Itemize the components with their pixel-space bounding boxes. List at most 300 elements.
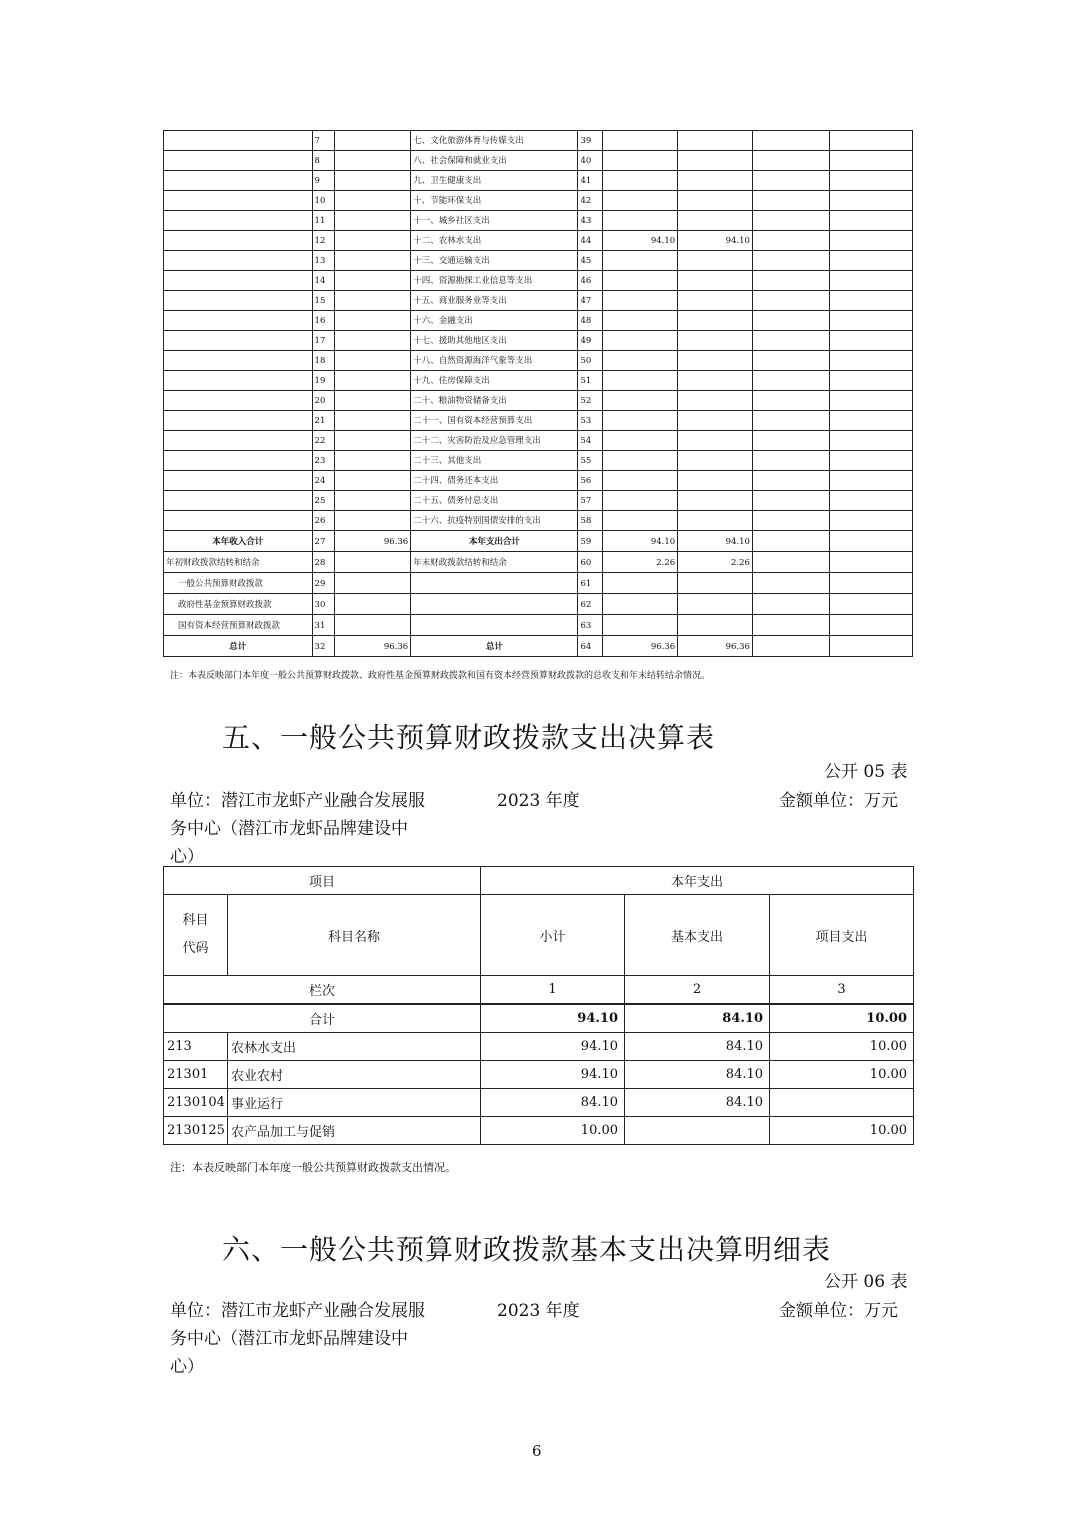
row-line-left: 15: [312, 291, 335, 311]
row-label-right: 十七、援助其他地区支出: [411, 331, 578, 351]
row-amount-left: [335, 171, 411, 191]
table-row: [164, 573, 913, 594]
row-amount-left: [335, 271, 411, 291]
row-label-right: 十一、城乡社区支出: [411, 211, 578, 231]
row-label-right: 十、节能环保支出: [411, 191, 578, 211]
total-item: 10.00: [770, 1004, 914, 1033]
row-state-capital: [829, 351, 912, 371]
row-amount-left: [335, 573, 411, 594]
row-line-right: 50: [578, 351, 603, 371]
section5-form-no: 公开 05 表: [824, 762, 908, 782]
row-name: 农林水支出: [228, 1033, 481, 1061]
row-total: [603, 311, 678, 331]
row-general-budget: 96.36: [678, 636, 753, 657]
row-gov-fund: [752, 391, 829, 411]
section6-unit-line1: 单位：潜江市龙虾产业融合发展服: [170, 1301, 425, 1321]
row-general-budget: [678, 151, 753, 171]
row-line-right: 47: [578, 291, 603, 311]
row-name: 农产品加工与促销: [228, 1117, 481, 1145]
row-total: [603, 471, 678, 491]
row-label-left: [164, 371, 313, 391]
table-row: [164, 271, 913, 291]
row-general-budget: [678, 371, 753, 391]
row-line-left: 20: [312, 391, 335, 411]
row-total: [603, 491, 678, 511]
section5-note: 注：本表反映部门本年度一般公共预算财政拨款支出情况。: [170, 1161, 456, 1174]
row-total: [603, 251, 678, 271]
row-general-budget: [678, 451, 753, 471]
row-gov-fund: [752, 411, 829, 431]
section5-currency: 金额单位：万元: [779, 791, 898, 811]
row-label-right: 二十、粮油物资储备支出: [411, 391, 578, 411]
row-amount-left: [335, 615, 411, 636]
row-line-left: 19: [312, 371, 335, 391]
row-label-left: [164, 251, 313, 271]
row-line-left: 9: [312, 171, 335, 191]
row-label-left: [164, 331, 313, 351]
row-state-capital: [829, 291, 912, 311]
section5-unit-line2: 务中心（潜江市龙虾品牌建设中: [170, 819, 408, 839]
row-state-capital: [829, 552, 912, 573]
row-line-left: 30: [312, 594, 335, 615]
row-line-left: 21: [312, 411, 335, 431]
row-gov-fund: [752, 191, 829, 211]
row-line-right: 57: [578, 491, 603, 511]
row-label-left: [164, 171, 313, 191]
row-label-right: 年末财政拨款结转和结余: [411, 552, 578, 573]
table-row: [164, 191, 913, 211]
row-basic: [625, 1117, 770, 1145]
row-line-right: 42: [578, 191, 603, 211]
row-gov-fund: [752, 291, 829, 311]
row-basic: 84.10: [625, 1033, 770, 1061]
row-gov-fund: [752, 311, 829, 331]
total-label: 合计: [164, 1004, 481, 1033]
row-gov-fund: [752, 251, 829, 271]
table-row: [164, 511, 913, 531]
row-gov-fund: [752, 491, 829, 511]
row-amount-left: [335, 511, 411, 531]
row-basic: 84.10: [625, 1089, 770, 1117]
table-row: [164, 351, 913, 371]
row-line-right: 44: [578, 231, 603, 251]
row-total: [603, 573, 678, 594]
section6-form-no: 公开 06 表: [824, 1272, 908, 1292]
row-line-left: 22: [312, 431, 335, 451]
row-total: [603, 271, 678, 291]
row-label-left: [164, 491, 313, 511]
row-label-left: [164, 511, 313, 531]
row-general-budget: 94.10: [678, 231, 753, 251]
row-label-right: 七、文化旅游体育与传媒支出: [411, 131, 578, 151]
row-state-capital: [829, 331, 912, 351]
row-label-right: [411, 573, 578, 594]
row-line-left: 31: [312, 615, 335, 636]
table-row: [164, 531, 913, 552]
table-row: [164, 552, 913, 573]
table-row: [164, 491, 913, 511]
section5-year: 2023 年度: [497, 791, 580, 811]
row-basic: 84.10: [625, 1061, 770, 1089]
row-subtotal: 94.10: [481, 1033, 625, 1061]
row-total: [603, 331, 678, 351]
row-general-budget: [678, 615, 753, 636]
header-code-text: 科目代码: [182, 913, 209, 956]
row-state-capital: [829, 391, 912, 411]
row-gov-fund: [752, 594, 829, 615]
row-state-capital: [829, 531, 912, 552]
table-row: [164, 331, 913, 351]
row-line-right: 59: [578, 531, 603, 552]
page-number: 6: [532, 1442, 542, 1460]
row-general-budget: [678, 311, 753, 331]
row-line-right: 43: [578, 211, 603, 231]
row-label-left: [164, 131, 313, 151]
table-row: [164, 1033, 914, 1061]
total-subtotal: 94.10: [481, 1004, 625, 1033]
row-label-left: [164, 311, 313, 331]
row-label-right: 十五、商业服务业等支出: [411, 291, 578, 311]
row-amount-left: [335, 391, 411, 411]
row-label-left: [164, 151, 313, 171]
row-gov-fund: [752, 211, 829, 231]
row-gov-fund: [752, 511, 829, 531]
row-state-capital: [829, 491, 912, 511]
row-line-left: 23: [312, 451, 335, 471]
row-line-left: 26: [312, 511, 335, 531]
row-label-right: 二十二、灾害防治及应急管理支出: [411, 431, 578, 451]
row-total: [603, 594, 678, 615]
header-col2: 2: [625, 976, 770, 1005]
row-line-right: 60: [578, 552, 603, 573]
row-total: [603, 351, 678, 371]
row-label-right: 十二、农林水支出: [411, 231, 578, 251]
row-gov-fund: [752, 351, 829, 371]
row-line-left: 16: [312, 311, 335, 331]
row-gov-fund: [752, 636, 829, 657]
row-state-capital: [829, 451, 912, 471]
row-general-budget: [678, 391, 753, 411]
header-subtotal: 小计: [481, 895, 625, 976]
row-amount-left: [335, 594, 411, 615]
row-amount-left: [335, 471, 411, 491]
row-label-right: 十六、金融支出: [411, 311, 578, 331]
row-label-left: 本年收入合计: [164, 531, 313, 552]
row-label-right: 总计: [411, 636, 578, 657]
row-gov-fund: [752, 151, 829, 171]
row-label-right: 二十四、债务还本支出: [411, 471, 578, 491]
row-total: [603, 411, 678, 431]
table-row: [164, 471, 913, 491]
row-general-budget: [678, 331, 753, 351]
row-general-budget: 94.10: [678, 531, 753, 552]
row-amount-left: [335, 151, 411, 171]
row-amount-left: [335, 251, 411, 271]
row-subtotal: 94.10: [481, 1061, 625, 1089]
header-project: 项目: [164, 867, 481, 895]
row-general-budget: [678, 491, 753, 511]
row-label-left: [164, 431, 313, 451]
row-total: [603, 451, 678, 471]
row-total: [603, 171, 678, 191]
row-label-right: 八、社会保障和就业支出: [411, 151, 578, 171]
row-total: [603, 511, 678, 531]
section6-year: 2023 年度: [497, 1301, 580, 1321]
row-line-right: 46: [578, 271, 603, 291]
row-label-right: 十四、资源勘探工业信息等支出: [411, 271, 578, 291]
row-line-left: 17: [312, 331, 335, 351]
row-total: [603, 615, 678, 636]
row-gov-fund: [752, 171, 829, 191]
row-label-right: [411, 594, 578, 615]
row-line-right: 58: [578, 511, 603, 531]
row-total: [603, 191, 678, 211]
row-label-left: 总计: [164, 636, 313, 657]
row-line-left: 25: [312, 491, 335, 511]
row-state-capital: [829, 251, 912, 271]
row-total: [603, 371, 678, 391]
row-total: [603, 211, 678, 231]
row-state-capital: [829, 131, 912, 151]
row-state-capital: [829, 311, 912, 331]
table-row: [164, 151, 913, 171]
header-col3: 3: [770, 976, 914, 1005]
row-total: 94.10: [603, 231, 678, 251]
row-label-left: [164, 351, 313, 371]
row-label-right: [411, 615, 578, 636]
table-row: [164, 171, 913, 191]
section5-unit-line1: 单位：潜江市龙虾产业融合发展服: [170, 791, 425, 811]
row-line-right: 55: [578, 451, 603, 471]
row-total: [603, 151, 678, 171]
row-subtotal: 10.00: [481, 1117, 625, 1145]
row-general-budget: [678, 471, 753, 491]
row-general-budget: [678, 251, 753, 271]
row-line-left: 27: [312, 531, 335, 552]
row-state-capital: [829, 151, 912, 171]
row-amount-left: [335, 552, 411, 573]
row-amount-left: [335, 131, 411, 151]
row-label-right: 二十三、其他支出: [411, 451, 578, 471]
row-general-budget: [678, 191, 753, 211]
row-line-right: 64: [578, 636, 603, 657]
row-general-budget: 2.26: [678, 552, 753, 573]
row-label-left: [164, 411, 313, 431]
row-general-budget: [678, 511, 753, 531]
row-total: [603, 391, 678, 411]
row-line-left: 13: [312, 251, 335, 271]
row-line-left: 28: [312, 552, 335, 573]
row-general-budget: [678, 573, 753, 594]
row-general-budget: [678, 131, 753, 151]
table-row: [164, 615, 913, 636]
row-label-left: [164, 471, 313, 491]
table-row: [164, 311, 913, 331]
row-state-capital: [829, 471, 912, 491]
row-gov-fund: [752, 531, 829, 552]
row-label-right: 十三、交通运输支出: [411, 251, 578, 271]
row-state-capital: [829, 231, 912, 251]
row-total: 96.36: [603, 636, 678, 657]
row-label-left: [164, 271, 313, 291]
total-basic: 84.10: [625, 1004, 770, 1033]
row-state-capital: [829, 511, 912, 531]
row-line-right: 45: [578, 251, 603, 271]
table-row: [164, 391, 913, 411]
row-gov-fund: [752, 271, 829, 291]
row-label-left: [164, 231, 313, 251]
row-gov-fund: [752, 615, 829, 636]
table-row: [164, 1061, 914, 1089]
row-amount-left: [335, 371, 411, 391]
table-row: [164, 1117, 914, 1145]
row-line-right: 39: [578, 131, 603, 151]
row-line-left: 10: [312, 191, 335, 211]
row-amount-left: [335, 231, 411, 251]
row-code: 213: [164, 1033, 228, 1061]
row-state-capital: [829, 636, 912, 657]
row-general-budget: [678, 411, 753, 431]
table-row: [164, 371, 913, 391]
row-general-budget: [678, 211, 753, 231]
row-label-right: 二十六、抗疫特别国债安排的支出: [411, 511, 578, 531]
row-line-left: 7: [312, 131, 335, 151]
row-code: 2130125: [164, 1117, 228, 1145]
row-state-capital: [829, 594, 912, 615]
section6-currency: 金额单位：万元: [779, 1301, 898, 1321]
header-name: 科目名称: [228, 895, 481, 976]
table-row: [164, 431, 913, 451]
row-line-right: 56: [578, 471, 603, 491]
row-line-left: 12: [312, 231, 335, 251]
row-state-capital: [829, 431, 912, 451]
section5-title: 五、一般公共预算财政拨款支出决算表: [222, 721, 716, 754]
row-label-left: [164, 291, 313, 311]
row-general-budget: [678, 171, 753, 191]
row-gov-fund: [752, 471, 829, 491]
row-state-capital: [829, 271, 912, 291]
section5-unit-line3: 心）: [170, 847, 204, 867]
row-line-right: 63: [578, 615, 603, 636]
row-code: 2130104: [164, 1089, 228, 1117]
row-amount-left: 96.36: [335, 636, 411, 657]
table-row: [164, 131, 913, 151]
row-item: 10.00: [770, 1117, 914, 1145]
row-amount-left: [335, 311, 411, 331]
row-amount-left: [335, 431, 411, 451]
row-total: [603, 131, 678, 151]
table-row: [164, 211, 913, 231]
row-amount-left: 96.36: [335, 531, 411, 552]
table4-note: 注：本表反映部门本年度一般公共预算财政拨款、政府性基金预算财政拨款和国有资本经营预算财政拨款的总收支和年末结转结余情况。: [170, 671, 711, 681]
row-label-left: 国有资本经营预算财政拨款: [164, 615, 313, 636]
row-amount-left: [335, 451, 411, 471]
table-row: [164, 594, 913, 615]
row-general-budget: [678, 351, 753, 371]
table-row: [164, 1089, 914, 1117]
row-state-capital: [829, 371, 912, 391]
table-row: [164, 251, 913, 271]
row-state-capital: [829, 191, 912, 211]
row-amount-left: [335, 291, 411, 311]
row-total: [603, 431, 678, 451]
header-col1: 1: [481, 976, 625, 1005]
row-label-left: 一般公共预算财政拨款: [164, 573, 313, 594]
row-line-right: 61: [578, 573, 603, 594]
row-gov-fund: [752, 573, 829, 594]
header-column-no: 栏次: [164, 976, 481, 1005]
section6-unit-line2: 务中心（潜江市龙虾品牌建设中: [170, 1329, 408, 1349]
budget-summary-body: [164, 131, 913, 657]
table-row: [164, 291, 913, 311]
row-amount-left: [335, 411, 411, 431]
row-label-right: 二十一、国有资本经营预算支出: [411, 411, 578, 431]
header-this-year: 本年支出: [481, 867, 914, 895]
expenditure-table: [163, 866, 914, 1145]
section6-title: 六、一般公共预算财政拨款基本支出决算明细表: [222, 1233, 832, 1266]
row-name: 农业农村: [228, 1061, 481, 1089]
header-code: [164, 895, 228, 976]
row-line-left: 11: [312, 211, 335, 231]
row-state-capital: [829, 411, 912, 431]
row-line-right: 54: [578, 431, 603, 451]
row-item: 10.00: [770, 1033, 914, 1061]
header-item: 项目支出: [770, 895, 914, 976]
row-gov-fund: [752, 371, 829, 391]
table-row: [164, 451, 913, 471]
row-line-right: 49: [578, 331, 603, 351]
row-gov-fund: [752, 431, 829, 451]
row-gov-fund: [752, 231, 829, 251]
budget-summary-table: [163, 130, 913, 657]
row-label-left: [164, 211, 313, 231]
row-state-capital: [829, 171, 912, 191]
row-amount-left: [335, 211, 411, 231]
row-label-left: 年初财政拨款结转和结余: [164, 552, 313, 573]
row-general-budget: [678, 431, 753, 451]
row-line-right: 53: [578, 411, 603, 431]
row-amount-left: [335, 331, 411, 351]
table-row: [164, 231, 913, 251]
row-gov-fund: [752, 451, 829, 471]
row-general-budget: [678, 594, 753, 615]
row-total: 2.26: [603, 552, 678, 573]
row-state-capital: [829, 211, 912, 231]
row-item: 10.00: [770, 1061, 914, 1089]
row-label-left: [164, 451, 313, 471]
row-label-right: 十八、自然资源海洋气象等支出: [411, 351, 578, 371]
row-line-left: 18: [312, 351, 335, 371]
row-line-left: 14: [312, 271, 335, 291]
row-total: 94.10: [603, 531, 678, 552]
row-label-right: 二十五、债务付息支出: [411, 491, 578, 511]
row-line-right: 48: [578, 311, 603, 331]
section6-unit-line3: 心）: [170, 1357, 204, 1377]
row-line-left: 8: [312, 151, 335, 171]
row-line-right: 40: [578, 151, 603, 171]
row-label-left: [164, 391, 313, 411]
row-general-budget: [678, 291, 753, 311]
row-total: [603, 291, 678, 311]
row-line-right: 62: [578, 594, 603, 615]
row-label-right: 九、卫生健康支出: [411, 171, 578, 191]
header-basic: 基本支出: [625, 895, 770, 976]
row-amount-left: [335, 491, 411, 511]
row-item: [770, 1089, 914, 1117]
row-label-left: [164, 191, 313, 211]
row-amount-left: [335, 351, 411, 371]
row-general-budget: [678, 271, 753, 291]
